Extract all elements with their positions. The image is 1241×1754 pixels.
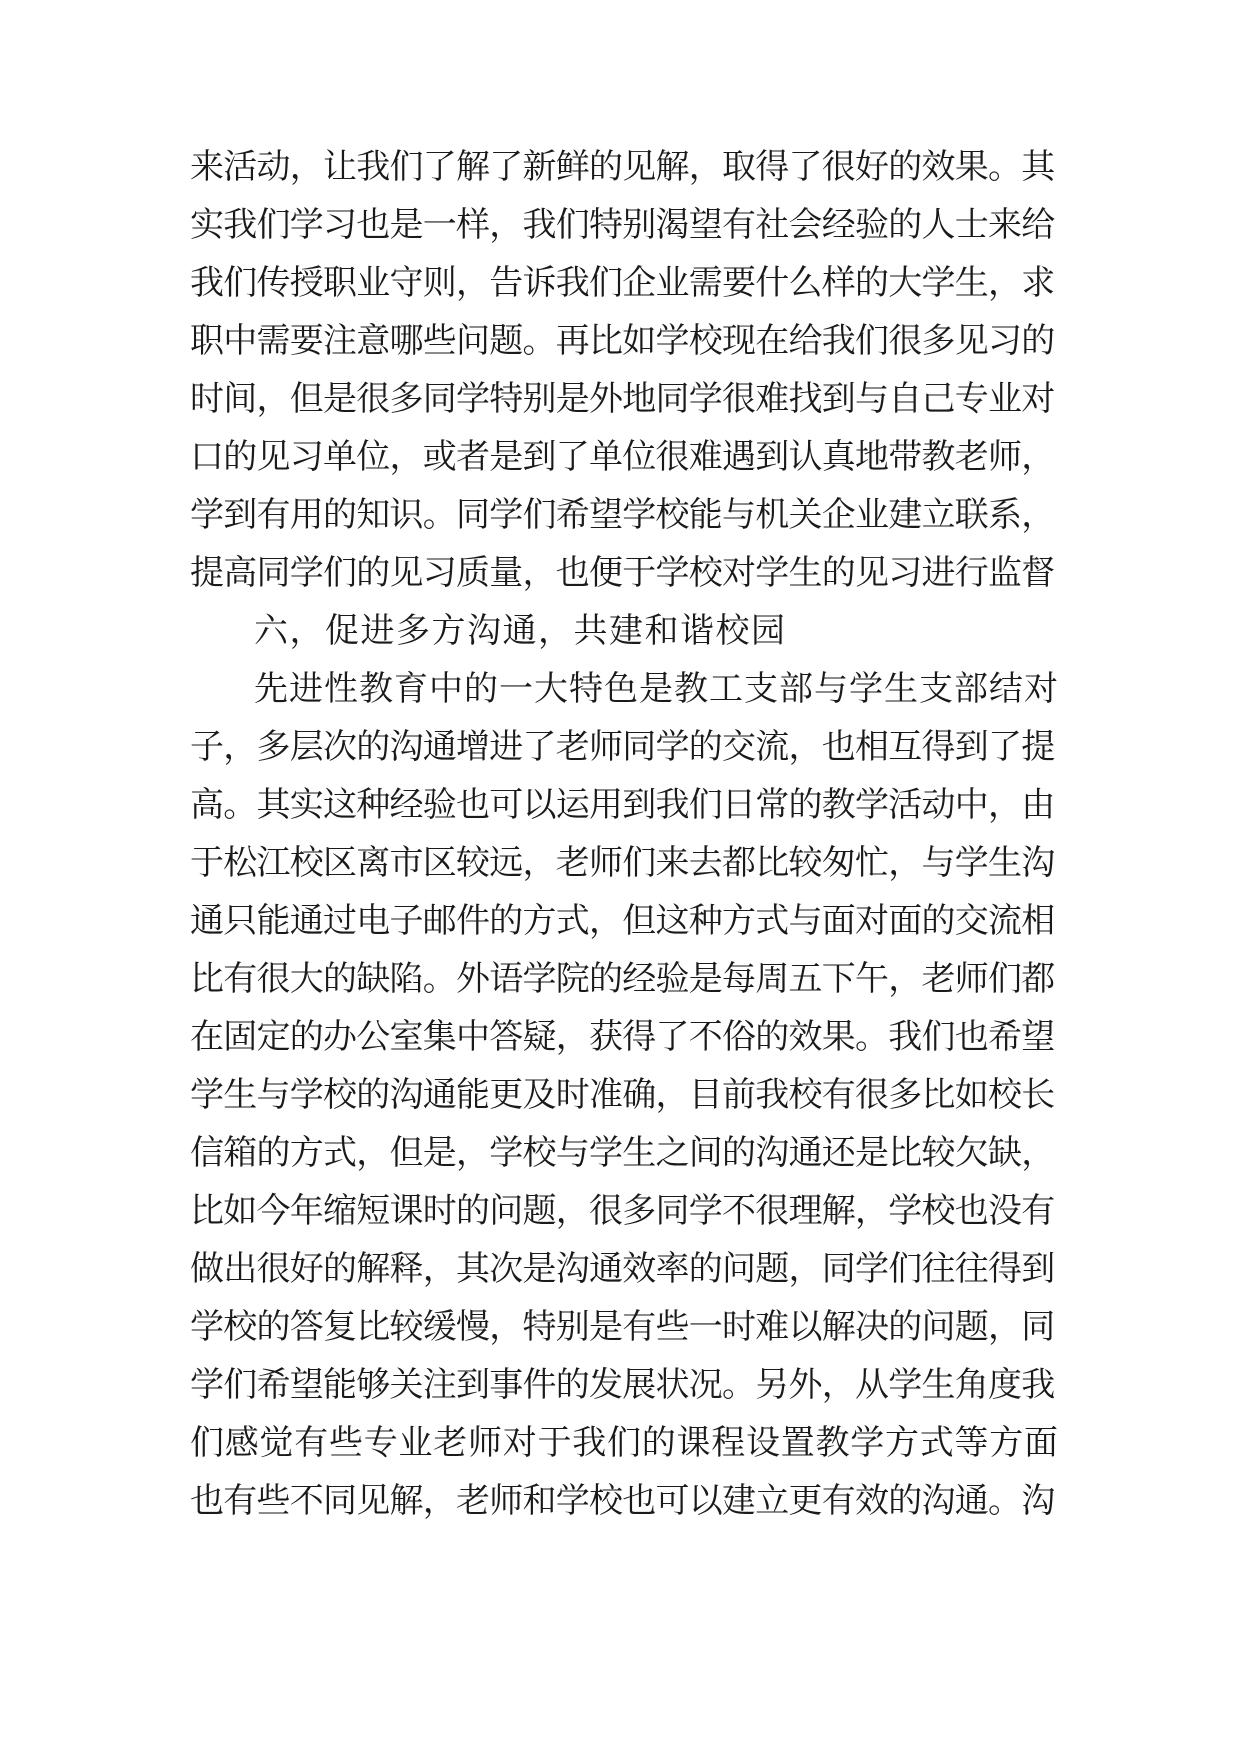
text-line: 高。其实这种经验也可以运用到我们日常的教学活动中，由 xyxy=(190,785,1055,825)
text-line: 通只能通过电子邮件的方式，但这种方式与面对面的交流相 xyxy=(190,901,1055,941)
text-line: 子，多层次的沟通增进了老师同学的交流，也相互得到了提 xyxy=(190,727,1055,767)
text-line: 学们希望能够关注到事件的发展状况。另外，从学生角度我 xyxy=(190,1365,1055,1405)
text-line: 学生与学校的沟通能更及时准确，目前我校有很多比如校长 xyxy=(190,1075,1055,1115)
text-line: 比如今年缩短课时的问题，很多同学不很理解，学校也没有 xyxy=(190,1191,1055,1231)
text-line: 职中需要注意哪些问题。再比如学校现在给我们很多见习的 xyxy=(190,321,1055,361)
text-line: 我们传授职业守则，告诉我们企业需要什么样的大学生，求 xyxy=(190,263,1055,303)
text-line: 在固定的办公室集中答疑，获得了不俗的效果。我们也希望 xyxy=(190,1017,1055,1057)
text-line: 实我们学习也是一样，我们特别渴望有社会经验的人士来给 xyxy=(190,205,1055,245)
text-line: 也有些不同见解，老师和学校也可以建立更有效的沟通。沟 xyxy=(190,1481,1055,1521)
text-line: 口的见习单位，或者是到了单位很难遇到认真地带教老师， xyxy=(190,437,1055,477)
paragraph-first-line: 先进性教育中的一大特色是教工支部与学生支部结对 xyxy=(254,669,1059,709)
text-line: 学校的答复比较缓慢，特别是有些一时难以解决的问题，同 xyxy=(190,1307,1055,1347)
text-line: 时间，但是很多同学特别是外地同学很难找到与自己专业对 xyxy=(190,379,1055,419)
text-line: 们感觉有些专业老师对于我们的课程设置教学方式等方面 xyxy=(190,1423,1059,1463)
text-line: 于松江校区离市区较远，老师们来去都比较匆忙，与学生沟 xyxy=(190,843,1055,883)
text-line: 学到有用的知识。同学们希望学校能与机关企业建立联系， xyxy=(190,495,1055,535)
text-line: 提高同学们的见习质量，也便于学校对学生的见习进行监督 xyxy=(190,553,1055,593)
text-line: 信箱的方式，但是，学校与学生之间的沟通还是比较欠缺， xyxy=(190,1133,1055,1173)
text-line: 比有很大的缺陷。外语学院的经验是每周五下午，老师们都 xyxy=(190,959,1055,999)
text-line: 来活动，让我们了解了新鲜的见解，取得了很好的效果。其 xyxy=(190,147,1055,187)
text-line: 做出很好的解释，其次是沟通效率的问题，同学们往往得到 xyxy=(190,1249,1055,1289)
section-heading: 六，促进多方沟通，共建和谐校园 xyxy=(254,611,787,651)
